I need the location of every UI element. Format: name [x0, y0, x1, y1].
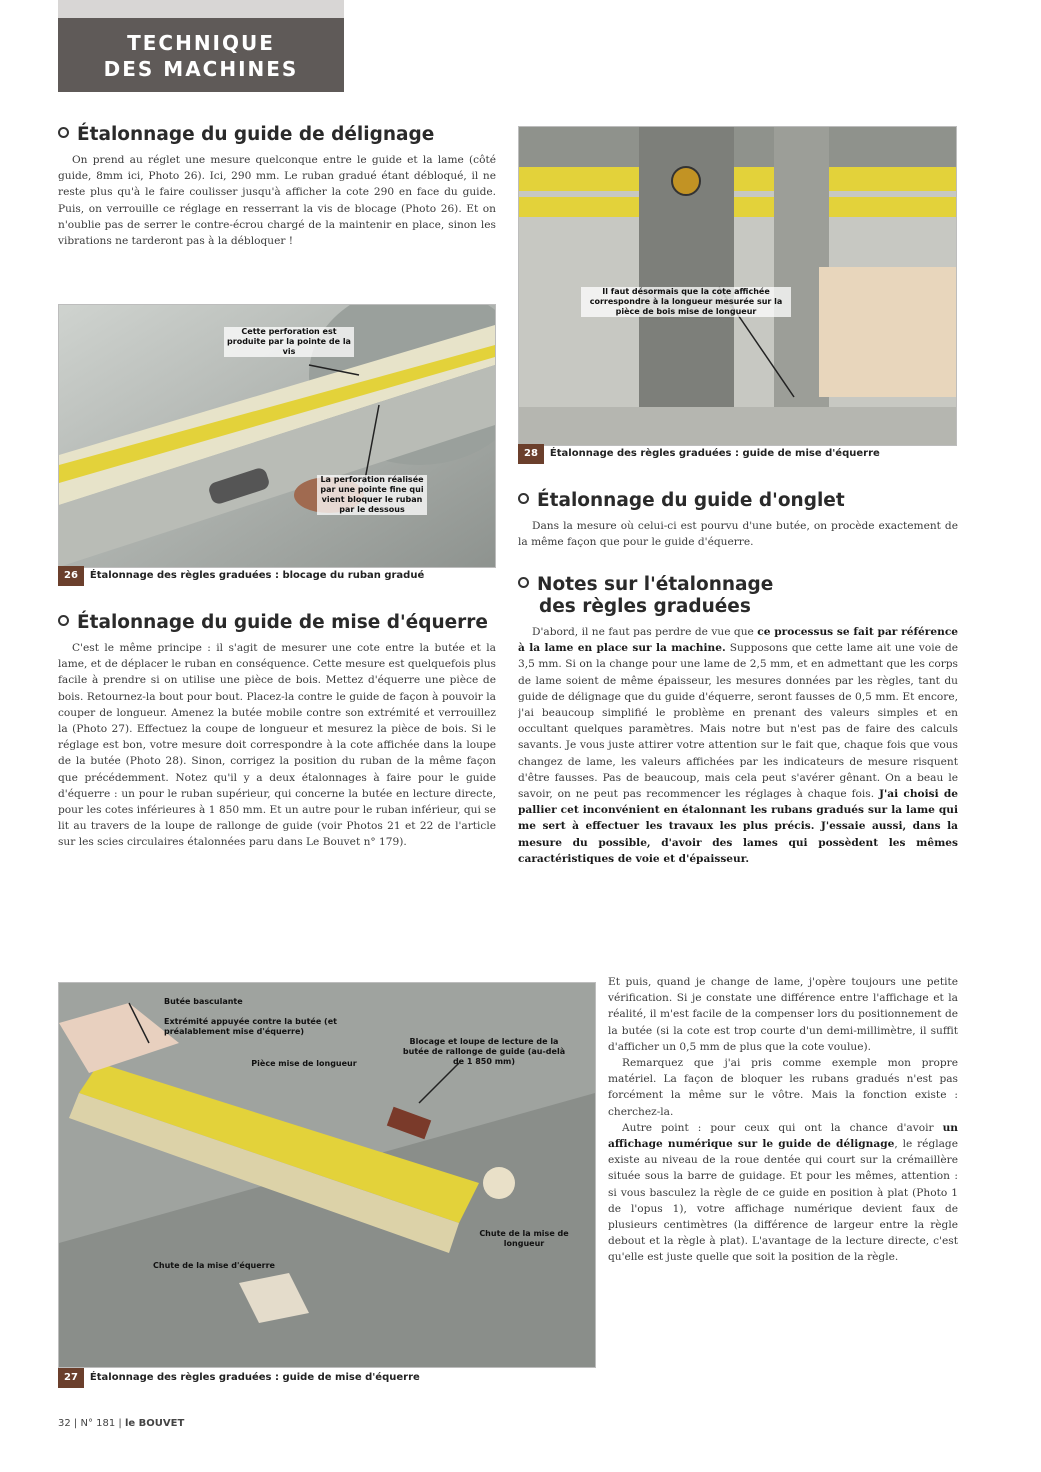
- bullet-icon: [58, 615, 69, 626]
- section-title-text: Étalonnage du guide de délignage: [77, 124, 435, 145]
- body-bold-2: J'ai choisi de pallier cet inconvénient en étalonnant les rubans gradués sur la lame qui me sert à effectuer les travaux les plus précis. J'essaie aussi, dans la mesure du possible, d'avoir des lames qui possèdent les mêmes caractéristiques de voie et d'épaisseur.: [518, 788, 958, 865]
- body-p3: [608, 1120, 958, 1266]
- photo-26: [58, 304, 496, 568]
- caption-text: Étalonnage des règles graduées : guide de mise d'équerre: [549, 448, 880, 459]
- page-number: 32: [58, 1418, 71, 1429]
- section-body: C'est le même principe : il s'agit de mesurer une cote entre la butée et la lame, et de déplacer le ruban en conséquence. Cette mesure est quelquefois plus facile à prendre si on utilise une pièce de bois. Mettez d'équerre une pièce de bois. Retournez-la bout pour bout. Placez-la contre le guide de façon à pouvoir la couper de longueur. Amenez la butée mobile contre son extrémité et verrouillez la (Photo 27). Effectuez la coupe de longueur et mesurez la pièce de bois. Si le réglage est bon, votre mesure doit correspondre à la cote affichée dans la loupe de la butée (Photo 28). Sinon, corrigez la position du ruban de la même façon que précédemment. Notez qu'il y a deux étalonnages à faire pour le guide d'équerre : un pour le ruban supérieur, qui concerne la butée en lecture directe, pour les cotes inférieures à 1 850 mm. Et un autre pour le ruban inférieur, qui se lit au travers de la loupe de rallonge de guide (voir Photos 21 et 22 de l'article sur les scies circulaires étalonnées paru dans Le Bouvet n° 179).: [58, 642, 496, 849]
- photo-26-note-2: La perforation réalisée par une pointe fine qui vient bloquer le ruban par le dessous: [317, 475, 427, 515]
- body-p3-bold: un affichage numérique sur le guide de délignage: [608, 1121, 958, 1151]
- section-onglet: [518, 490, 958, 550]
- body-p3-intro: Autre point : pour ceux qui ont la chance d'avoir: [622, 1121, 934, 1134]
- photo-27-note-piece: Pièce mise de longueur: [251, 1059, 357, 1068]
- bullet-icon: [518, 577, 529, 588]
- section-title-line-1: Notes sur l'étalonnage: [537, 574, 774, 595]
- section-delignage: [58, 124, 496, 249]
- section-equerre: [58, 612, 496, 851]
- page-footer: 32 | N° 181 | le BOUVET: [58, 1418, 185, 1429]
- body-bold-1: ce processus se fait par référence à la lame en place sur la machine.: [518, 626, 958, 655]
- body-mid: Supposons que cette lame ait une voie de 3,5 mm. Si on la change pour une lame de 2,5 mm, et en admettant que les corps de lame soient de même épaisseur, les mesures données par les règles, tant du guide de délignage que du guide d'équerre, seront fausses de 0,5 mm. Et encore, j'ai beaucoup simplifié le problème en prenant des valeurs simples et en occultant quelques paramètres. Mais notre but n'est pas de faire des calculs savants. Je vous juste attirer votre attention sur le fait que, chaque fois que vous changez de lame, les valeurs affichées par les indicateurs de mesure risquent d'être fausses. Pas de beaucoup, mais cela peut s'avérer gênant. On a beau le savoir, on ne peut pas recommencer les réglages à chaque fois.: [518, 642, 958, 801]
- caption-text: Étalonnage des règles graduées : guide de mise d'équerre: [89, 1372, 420, 1383]
- section-title-text: Étalonnage du guide de mise d'équerre: [77, 612, 488, 633]
- section-body: [518, 624, 958, 962]
- section-title: [58, 124, 496, 146]
- section-notes: [518, 574, 958, 962]
- photo-27-note-butee: Butée basculante: [164, 997, 243, 1006]
- section-tag-text: [58, 30, 344, 82]
- bullet-icon: [518, 493, 529, 504]
- section-body: On prend au réglet une mesure quelconque entre le guide et la lame (côté guide, 8mm ici, Photo 26). Ici, 290 mm. Le ruban gradué étant débloqué, il ne reste plus qu'à le faire coulisser jusqu'à afficher la cote 290 en face du guide. Puis, on verrouille ce réglage en resserrant la vis de blocage (Photo 26). Et on n'oublie pas de serrer le contre-écrou chargé de la maintenir en place, sinon les vibrations ne tarderont pas à la débloquer !: [58, 154, 496, 248]
- body-after: Et puis, quand je change de lame, j'opère toujours une petite vérification. Si je constate une différence entre l'affichage et la réalité, il m'est facile de la compenser lors du positionnement de la butée (si la cote est trop courte d'un demi-millimètre, il suffit d'afficher un 0,5 mm de plus que la cote voulue).: [608, 976, 958, 1053]
- section-title: [58, 612, 496, 634]
- photo-number: 27: [58, 1368, 84, 1388]
- photo-28-image: [519, 127, 956, 445]
- section-title: [518, 490, 958, 512]
- body-p3-rest: , le réglage existe au niveau de la roue dentée qui court sur la crémaillère située sous la barre de guidage. Et pour les mêmes, attention : si vous basculez la règle de ce guide en position à plat (Photo 1 de l'opus 1), votre affichage numérique devient faux de plusieurs centimètres (la différence de largeur entre la règle debout et la règle à plat). L'avantage de la lecture directe, c'est qu'elle est juste quelle que soit la position de la règle.: [608, 1138, 958, 1264]
- bullet-icon: [58, 127, 69, 138]
- photo-26-note-1: Cette perforation est produite par la pointe de la vis: [224, 327, 354, 357]
- tag-line-2: DES MACHINES: [103, 57, 299, 81]
- issue-number: N° 181: [80, 1418, 116, 1429]
- section-title-text: Étalonnage du guide d'onglet: [537, 490, 845, 511]
- photo-number: 26: [58, 566, 84, 586]
- photo-27-note-extremite: Extrémité appuyée contre la butée (et préalablement mise d'équerre): [164, 1017, 337, 1036]
- photo-27-caption: [58, 1368, 594, 1388]
- tag-top-band: [58, 0, 344, 18]
- photo-27-note-blocage: Blocage et loupe de lecture de la butée de rallonge de guide (au-delà de 1 850 mm): [402, 1037, 566, 1066]
- photo-27: [58, 982, 596, 1368]
- photo-number: 28: [518, 444, 544, 464]
- photo-28-caption: [518, 444, 955, 464]
- photo-27-note-chute: Chute de la mise de longueur: [479, 1229, 569, 1248]
- photo-26-caption: [58, 566, 494, 586]
- caption-text: Étalonnage des règles graduées : blocage du ruban gradué: [89, 570, 425, 581]
- section-title: [518, 574, 958, 618]
- photo-28: [518, 126, 957, 446]
- body-intro: D'abord, il ne faut pas perdre de vue que: [532, 626, 754, 638]
- photo-28-note: Il faut désormais que la cote affichée correspondre à la longueur mesurée sur la pièce de bois mise de longueur: [581, 287, 791, 317]
- section-notes-continued: [608, 974, 958, 1266]
- section-body: Dans la mesure où celui-ci est pourvu d'une butée, on procède exactement de la même façon que pour le guide d'équerre.: [518, 520, 958, 549]
- section-title-line-2: des règles graduées: [539, 596, 751, 617]
- body-p2: Remarquez que j'ai pris comme exemple mon propre matériel. La façon de bloquer les rubans gradués n'est pas forcément la même sur le vôtre. Mais la fonction existe : cherchez-la.: [608, 1057, 958, 1118]
- tag-line-1: TECHNIQUE: [127, 31, 275, 55]
- magazine-name: le BOUVET: [124, 1418, 185, 1429]
- photo-27-note-chute-equerre: Chute de la mise d'équerre: [153, 1261, 275, 1270]
